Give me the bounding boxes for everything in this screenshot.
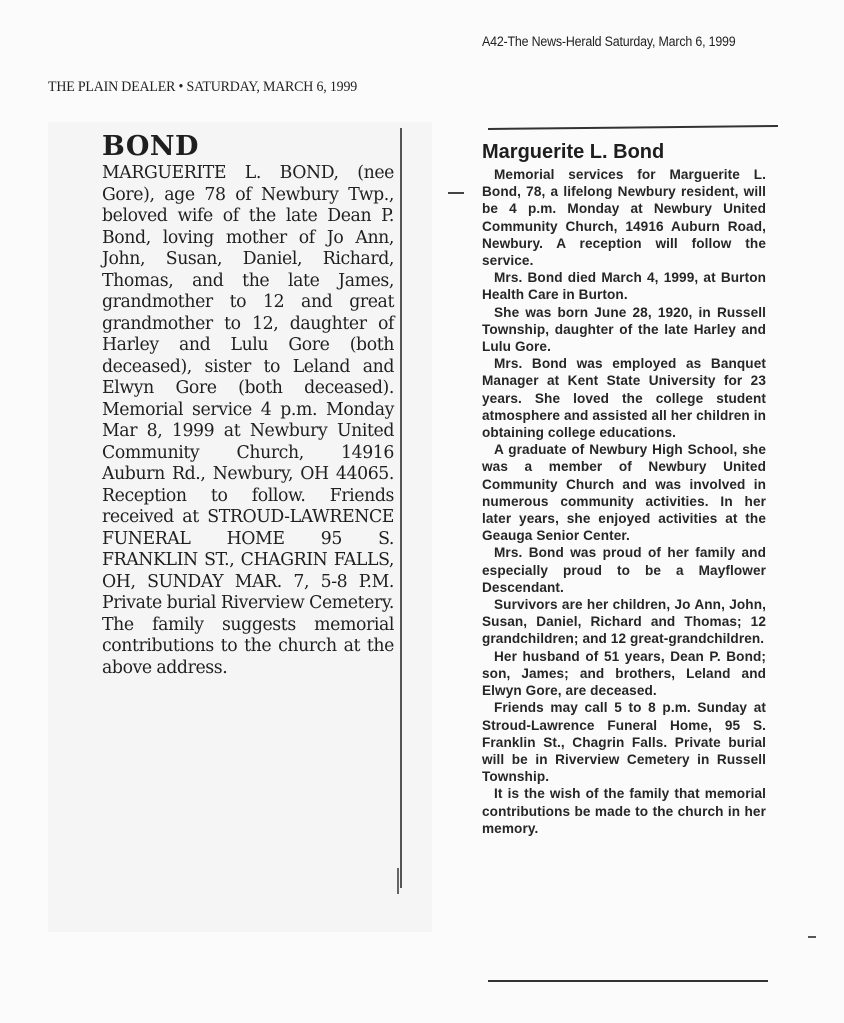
paragraph: Mrs. Bond died March 4, 1999, at Burton Health Care in Burton.	[482, 270, 766, 303]
margin-mark	[448, 192, 464, 194]
column-divider	[400, 128, 402, 888]
paragraph: It is the wish of the family that memorial contributions be made to the church in her memory.	[482, 786, 766, 836]
column-divider-bottom	[397, 868, 399, 894]
news-herald-obituary	[482, 140, 766, 837]
top-rule	[488, 125, 778, 130]
news-herald-header: A42-The News-Herald Saturday, March 6, 1999	[482, 34, 736, 49]
obituary-body: MARGUERITE L. BOND, (nee Gore), age 78 of Newbury Twp., beloved wife of the late Dean P. Bond, loving mother of Jo Ann, John, Susan, Daniel, Richard, Thomas, and the late James, grandmother to 12 and great grandmother to 12, daughter of Harley and Lulu Gore (both deceased), sister to Leland and Elwyn Gore (both deceased). Memorial service 4 p.m. Monday Mar 8, 1999 at Newbury United Community Church, 14916 Auburn Rd., Newbury, OH 44065. Reception to follow. Friends received at STROUD-LAWRENCE FUNERAL HOME 95 S. FRANKLIN ST., CHAGRIN FALLS, OH, SUNDAY MAR. 7, 5-8 P.M. Private burial Riverview Cemetery. The family suggests memorial contributions to the church at the above address.	[102, 163, 394, 678]
obituary-title: Marguerite L. Bond	[482, 141, 665, 163]
paragraph: A graduate of Newbury High School, she was a member of Newbury United Community Church and was involved in numerous community activities. In her later years, she enjoyed activities at the Geauga Senior Center.	[482, 442, 766, 544]
obituary-body	[482, 166, 766, 837]
paragraph: Survivors are her children, Jo Ann, John, Susan, Daniel, Richard and Thomas; 12 grandchildren; and 12 great-grandchildren.	[482, 597, 766, 647]
plain-dealer-header: THE PLAIN DEALER • SATURDAY, MARCH 6, 1999	[48, 79, 358, 95]
margin-mark	[808, 936, 816, 938]
bottom-rule	[488, 980, 768, 982]
paragraph: Mrs. Bond was employed as Banquet Manager at Kent State University for 23 years. She loved the college student atmosphere and assisted all her children in obtaining college educations.	[482, 356, 766, 441]
paragraph: Friends may call 5 to 8 p.m. Sunday at Stroud-Lawrence Funeral Home, 95 S. Franklin St., Chagrin Falls. Private burial will be in Riverview Cemetery in Russell Township.	[482, 700, 766, 785]
paragraph: She was born June 28, 1920, in Russell Township, daughter of the late Harley and Lulu Gore.	[482, 304, 766, 355]
plain-dealer-obituary	[102, 132, 394, 679]
paragraph: Mrs. Bond was proud of her family and especially proud to be a Mayflower Descendant.	[482, 545, 766, 595]
paragraph: Her husband of 51 years, Dean P. Bond; son, James; and brothers, Leland and Elwyn Gore, are deceased.	[482, 648, 766, 699]
paragraph: Memorial services for Marguerite L. Bond, 78, a lifelong Newbury resident, will be 4 p.m. Monday at Newbury United Community Church, 14916 Auburn Road, Newbury. A reception will follow the service.	[482, 167, 766, 269]
obituary-title: BOND	[102, 131, 199, 162]
